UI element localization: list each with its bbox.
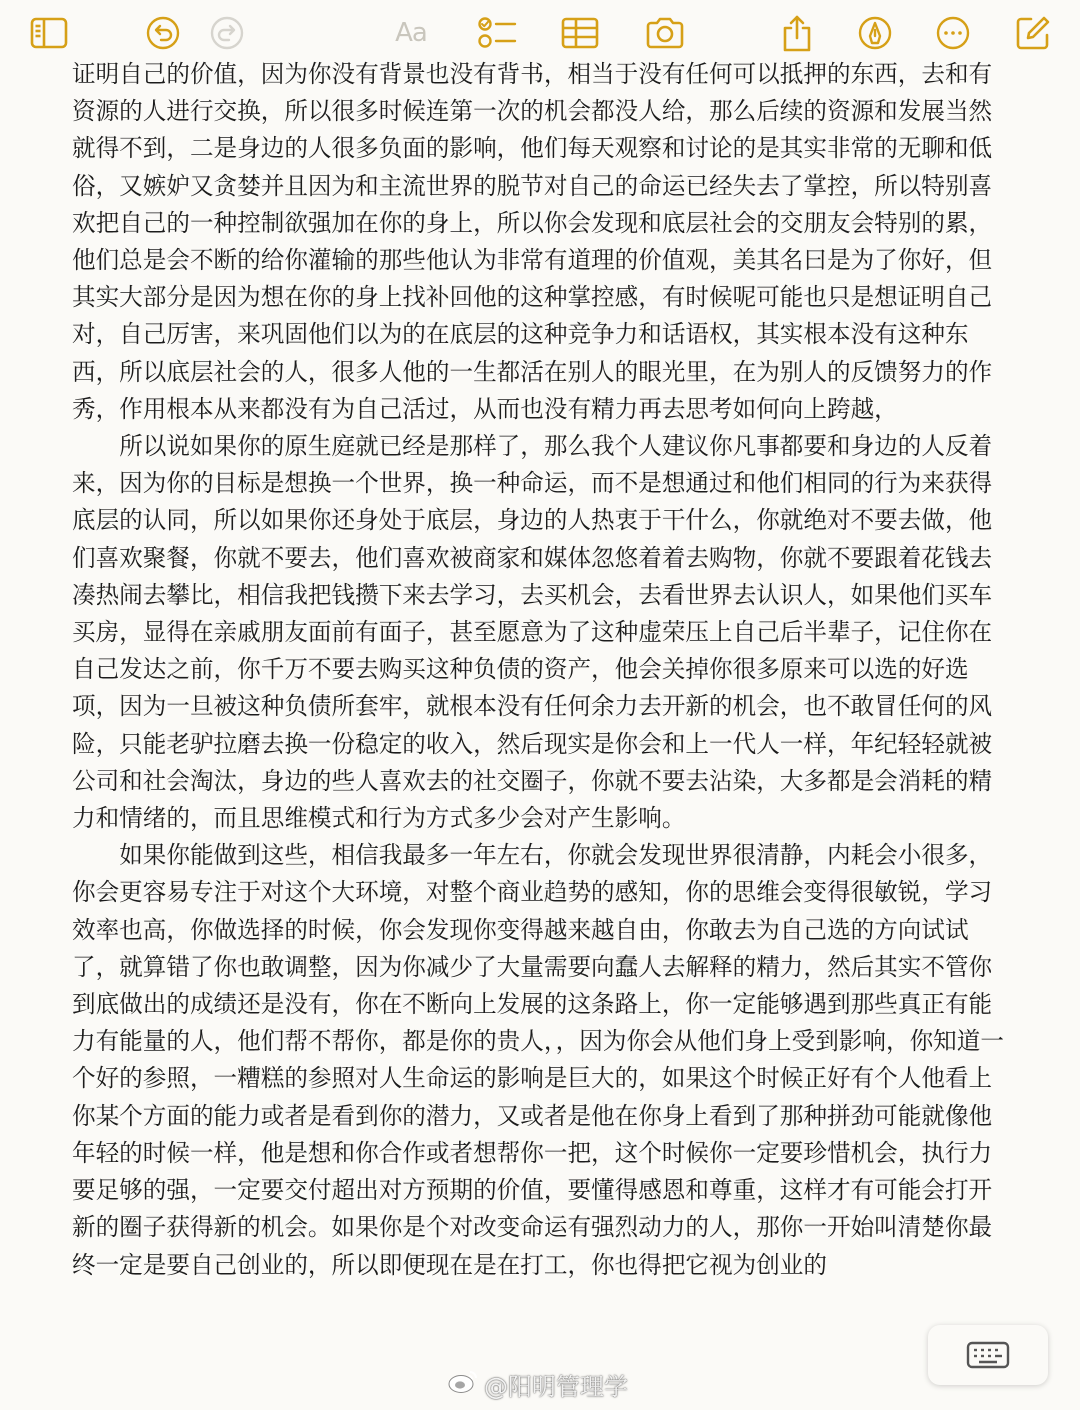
weibo-logo-icon xyxy=(448,1368,478,1400)
keyboard-dismiss-icon[interactable] xyxy=(928,1325,1048,1385)
weibo-watermark xyxy=(448,1364,628,1404)
note-paragraph-3: 如果你能做到这些，相信我最多一年左右，你就会发现世界很清静，内耗会小很多，你会更容易专注于对这个大环境，对整个商业趋势的感知，你的思维会变得很敏锐，学习效率也高，你做选择的时候，你会发现你变得越来越自由，你敢去为自己选的方向试试了，就算错了你也敢调整，因为你减少了大量需要向蠢人去解释的精力，然后其实不管你到底做出的成绩还是没有，你在不断向上发展的这条路上，你一定能够遇到那些真正有能力有能量的人，他们帮不帮你，都是你的贵人，，因为你会从他们身上受到影响，你知道一个好的参照，一糟糕的参照对人生命运的影响是巨大的，如果这个时候正好有个人他看上你某个方面的能力或者是看到你的潜力，又或者是他在你身上看到了那种拼劲可能就像他年轻的时候一样，他是想和你合作或者想帮你一把，这个时候你一定要珍惜机会，执行力要足够的强，一定要交付超出对方预期的价值，要懂得感恩和尊重，这样才有可能会打开新的圈子获得新的机会。如果你是个对改变命运有强烈动力的人，那你一开始叫清楚你最终一定是要自己创业的，所以即便现在是在打工，你也得把它视为创业的 xyxy=(72,841,1004,1279)
camera-icon[interactable] xyxy=(642,10,688,56)
redo-icon[interactable] xyxy=(204,10,250,56)
share-icon[interactable] xyxy=(774,10,820,56)
compose-icon[interactable] xyxy=(1010,10,1056,56)
format-text-icon[interactable] xyxy=(388,10,434,56)
note-paragraph-2: 所以说如果你的原生庭就已经是那样了，那么我个人建议你凡事都要和身边的人反着来，因为你的目标是想换一个世界，换一种命运，而不是想通过和他们相同的行为来获得底层的认同，所以如果你还身处于底层，身边的人热衷于干什么，你就绝对不要去做，他们喜欢聚餐，你就不要去，他们喜欢被商家和媒体忽悠着着去购物，你就不要跟着花钱去凑热闹去攀比，相信我把钱攒下来去学习，去买机会，去看世界去认识人，如果他们买车买房，显得在亲戚朋友面前有面子，甚至愿意为了这种虚荣压上自己后半辈子，记住你在自己发达之前，你千万不要去购买这种负债的资产，他会关掉你很多原来可以选的好选项，因为一旦被这种负债所套牢，就根本没有任何余力去开新的机会，也不敢冒任何的风险，只能老驴拉磨去换一份稳定的收入，然后现实是你会和上一代人一样，年纪轻轻就被公司和社会淘汰，身边的些人喜欢去的社交圈子，你就不要去沾染，大多都是会消耗的精力和情绪的，而且思维模式和行为方式多少会对产生影响。 xyxy=(72,432,993,833)
more-icon[interactable] xyxy=(930,10,976,56)
watermark-text: @阳明管理学 xyxy=(484,1372,628,1401)
sidebar-icon[interactable] xyxy=(26,10,72,56)
markup-pen-icon[interactable] xyxy=(852,10,898,56)
note-body[interactable] xyxy=(72,56,1010,1284)
checklist-icon[interactable] xyxy=(474,10,520,56)
table-icon[interactable] xyxy=(557,10,603,56)
format-text-label: Aa xyxy=(395,18,427,48)
note-paragraph-1: 证明自己的价值，因为你没有背景也没有背书，相当于没有任何可以抵押的东西，去和有资源的人进行交换，所以很多时候连第一次的机会都没人给，那么后续的资源和发展当然就得不到，二是身边的人很多负面的影响，他们每天观察和讨论的是其实非常的无聊和低俗，又嫉妒又贪婪并且因为和主流世界的脱节对自己的命运已经失去了掌控，所以特别喜欢把自己的一种控制欲强加在你的身上，所以你会发现和底层社会的交朋友会特别的累，他们总是会不断的给你灌输的那些他认为非常有道理的价值观，美其名曰是为了你好，但其实大部分是因为想在你的身上找补回他的这种掌控感，有时候呢可能也只是想证明自己对，自己厉害，来巩固他们以为的在底层的这种竞争力和话语权，其实根本没有这种东西，所以底层社会的人，很多人他的一生都活在别人的眼光里，在为别人的反馈努力的作秀，作用根本从来都没有为自己活过，从而也没有精力再去思考如何向上跨越， xyxy=(72,60,993,423)
undo-icon[interactable] xyxy=(140,10,186,56)
note-toolbar xyxy=(0,0,1080,62)
